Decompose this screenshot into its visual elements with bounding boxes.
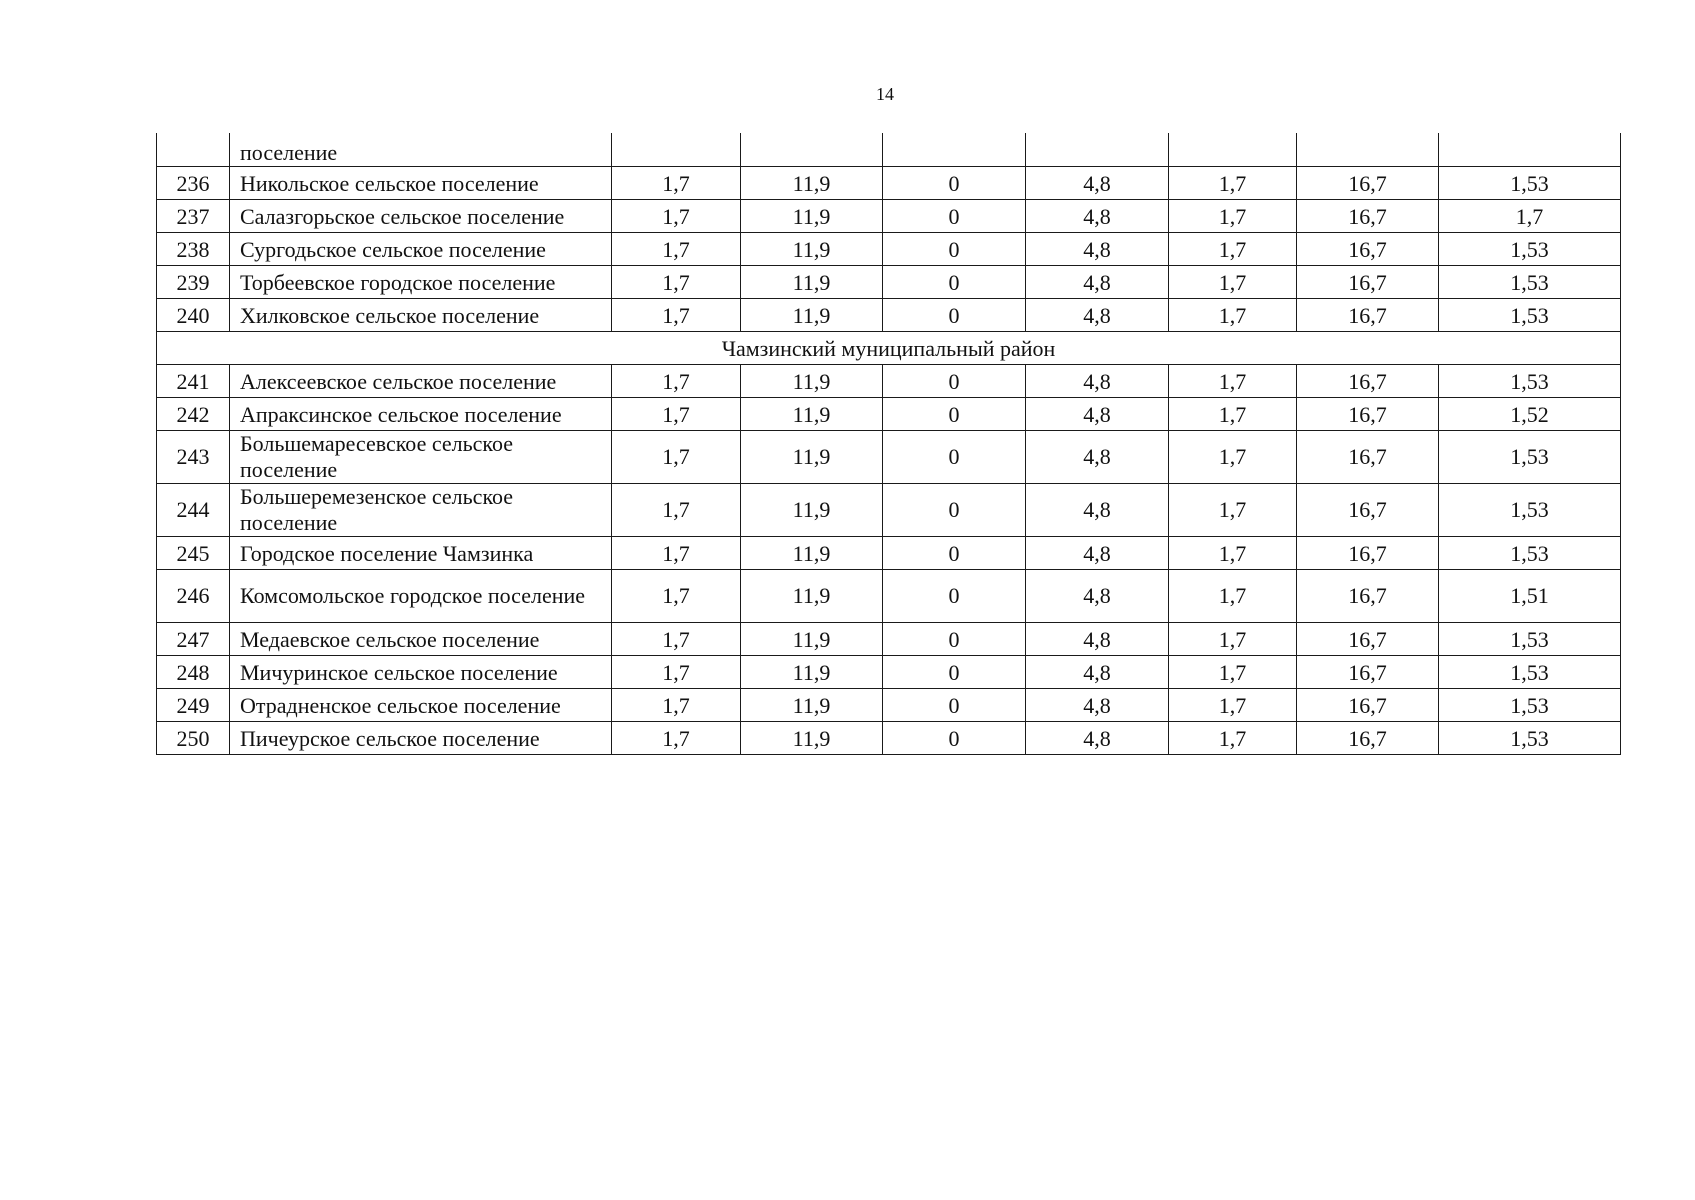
cell-num: 241 (157, 365, 230, 398)
cell-value: 16,7 (1297, 200, 1439, 233)
cell-value: 0 (883, 689, 1026, 722)
cell-value: 1,7 (1169, 656, 1297, 689)
cell-value: 0 (883, 722, 1026, 755)
cell-num: 237 (157, 200, 230, 233)
cell-value: 4,8 (1026, 431, 1169, 484)
cell-value: 0 (883, 656, 1026, 689)
cell-value: 0 (883, 266, 1026, 299)
cell-value: 1,52 (1439, 398, 1621, 431)
table-body (157, 133, 1621, 755)
cell-num: 245 (157, 537, 230, 570)
cell-name: Никольское сельское поселение (230, 167, 612, 200)
cell-value: 1,7 (612, 365, 741, 398)
cell-value: 1,53 (1439, 484, 1621, 537)
cell-value: 1,7 (612, 431, 741, 484)
cell-num (157, 133, 230, 167)
cell-value: 1,7 (612, 537, 741, 570)
table-row (157, 233, 1621, 266)
cell-value: 11,9 (741, 431, 883, 484)
cell-value: 4,8 (1026, 167, 1169, 200)
cell-value: 0 (883, 623, 1026, 656)
cell-value: 1,53 (1439, 167, 1621, 200)
table-row (157, 398, 1621, 431)
cell-value: 1,7 (1169, 200, 1297, 233)
cell-name: Большемаресевское сельское поселение (230, 431, 612, 484)
table-row (157, 623, 1621, 656)
cell-value: 16,7 (1297, 484, 1439, 537)
cell-value: 11,9 (741, 233, 883, 266)
cell-value: 1,53 (1439, 689, 1621, 722)
cell-num: 242 (157, 398, 230, 431)
cell-value: 16,7 (1297, 537, 1439, 570)
cell-value: 1,7 (612, 167, 741, 200)
cell-num: 243 (157, 431, 230, 484)
cell-value: 4,8 (1026, 623, 1169, 656)
cell-value: 16,7 (1297, 299, 1439, 332)
cell-value: 1,7 (612, 266, 741, 299)
cell-name: Большеремезенское сельское поселение (230, 484, 612, 537)
cell-name: Комсомольское городское поселение (230, 570, 612, 623)
cell-name: Сургодьское сельское поселение (230, 233, 612, 266)
cell-value (741, 133, 883, 167)
cell-value: 0 (883, 299, 1026, 332)
cell-value: 4,8 (1026, 656, 1169, 689)
cell-value: 1,7 (612, 689, 741, 722)
cell-value: 16,7 (1297, 398, 1439, 431)
cell-num: 236 (157, 167, 230, 200)
cell-name: Салазгорьское сельское поселение (230, 200, 612, 233)
page-number: 14 (876, 84, 894, 104)
cell-value: 1,7 (1169, 233, 1297, 266)
cell-name: Алексеевское сельское поселение (230, 365, 612, 398)
cell-value: 11,9 (741, 623, 883, 656)
cell-value: 1,53 (1439, 656, 1621, 689)
cell-name: Торбеевское городское поселение (230, 266, 612, 299)
cell-value (1026, 133, 1169, 167)
table-row (157, 431, 1621, 484)
cell-value: 1,7 (612, 623, 741, 656)
cell-value: 0 (883, 200, 1026, 233)
settlement-table (156, 133, 1621, 755)
cell-value: 11,9 (741, 200, 883, 233)
table-row (157, 200, 1621, 233)
table-row-continuation (157, 133, 1621, 167)
table-row (157, 167, 1621, 200)
cell-value: 0 (883, 431, 1026, 484)
cell-value: 1,7 (1169, 365, 1297, 398)
cell-value: 1,7 (1169, 431, 1297, 484)
cell-value: 1,53 (1439, 537, 1621, 570)
cell-value: 1,53 (1439, 623, 1621, 656)
cell-value: 16,7 (1297, 167, 1439, 200)
cell-value: 1,7 (1439, 200, 1621, 233)
table-row (157, 365, 1621, 398)
cell-value: 4,8 (1026, 484, 1169, 537)
cell-value (1169, 133, 1297, 167)
cell-value: 4,8 (1026, 537, 1169, 570)
cell-value: 1,7 (1169, 398, 1297, 431)
cell-value: 4,8 (1026, 266, 1169, 299)
table-row (157, 266, 1621, 299)
cell-value: 0 (883, 365, 1026, 398)
cell-value: 11,9 (741, 722, 883, 755)
cell-value: 4,8 (1026, 570, 1169, 623)
section-row (157, 332, 1621, 365)
table-row (157, 299, 1621, 332)
cell-value: 1,53 (1439, 431, 1621, 484)
cell-name: Пичеурское сельское поселение (230, 722, 612, 755)
cell-value: 1,7 (612, 233, 741, 266)
cell-value: 1,7 (612, 299, 741, 332)
cell-value: 4,8 (1026, 200, 1169, 233)
cell-value: 1,7 (1169, 484, 1297, 537)
cell-value: 16,7 (1297, 570, 1439, 623)
cell-name: Городское поселение Чамзинка (230, 537, 612, 570)
cell-name: Хилковское сельское поселение (230, 299, 612, 332)
cell-name: Медаевское сельское поселение (230, 623, 612, 656)
table-row (157, 484, 1621, 537)
cell-num: 238 (157, 233, 230, 266)
cell-value: 11,9 (741, 537, 883, 570)
cell-value: 1,7 (1169, 299, 1297, 332)
cell-value: 1,7 (1169, 722, 1297, 755)
cell-value: 11,9 (741, 266, 883, 299)
cell-value: 11,9 (741, 656, 883, 689)
cell-value: 11,9 (741, 365, 883, 398)
cell-value: 0 (883, 167, 1026, 200)
cell-value: 16,7 (1297, 623, 1439, 656)
cell-value: 11,9 (741, 167, 883, 200)
cell-value: 16,7 (1297, 656, 1439, 689)
table-row (157, 537, 1621, 570)
cell-num: 249 (157, 689, 230, 722)
cell-value: 0 (883, 570, 1026, 623)
cell-name: Апраксинское сельское поселение (230, 398, 612, 431)
cell-value (1297, 133, 1439, 167)
cell-value: 16,7 (1297, 722, 1439, 755)
cell-value: 11,9 (741, 398, 883, 431)
cell-value: 4,8 (1026, 365, 1169, 398)
cell-value: 1,7 (612, 722, 741, 755)
cell-value: 1,7 (612, 200, 741, 233)
cell-value: 4,8 (1026, 299, 1169, 332)
cell-value: 1,53 (1439, 266, 1621, 299)
cell-value: 1,53 (1439, 722, 1621, 755)
table-row (157, 689, 1621, 722)
cell-value: 1,53 (1439, 365, 1621, 398)
cell-value: 16,7 (1297, 266, 1439, 299)
cell-value: 1,7 (1169, 167, 1297, 200)
cell-num: 246 (157, 570, 230, 623)
cell-value: 1,7 (612, 570, 741, 623)
cell-value: 1,7 (612, 398, 741, 431)
cell-num: 248 (157, 656, 230, 689)
cell-value: 16,7 (1297, 689, 1439, 722)
cell-value: 11,9 (741, 299, 883, 332)
cell-value: 16,7 (1297, 233, 1439, 266)
cell-value: 16,7 (1297, 365, 1439, 398)
cell-value: 1,7 (1169, 570, 1297, 623)
cell-value: 1,53 (1439, 299, 1621, 332)
cell-value (1439, 133, 1621, 167)
cell-value: 1,53 (1439, 233, 1621, 266)
cell-num: 240 (157, 299, 230, 332)
cell-value: 4,8 (1026, 233, 1169, 266)
section-title: Чамзинский муниципальный район (157, 332, 1621, 365)
cell-value: 1,7 (612, 656, 741, 689)
table-row (157, 570, 1621, 623)
cell-value: 1,51 (1439, 570, 1621, 623)
table-row (157, 722, 1621, 755)
cell-value: 11,9 (741, 570, 883, 623)
cell-num: 239 (157, 266, 230, 299)
table-row (157, 656, 1621, 689)
cell-value: 1,7 (1169, 266, 1297, 299)
cell-value: 4,8 (1026, 722, 1169, 755)
cell-value: 1,7 (1169, 689, 1297, 722)
cell-value: 0 (883, 398, 1026, 431)
cell-value: 11,9 (741, 484, 883, 537)
cell-value (883, 133, 1026, 167)
cell-value: 0 (883, 537, 1026, 570)
cell-name: Отрадненское сельское поселение (230, 689, 612, 722)
cell-value: 16,7 (1297, 431, 1439, 484)
cell-num: 250 (157, 722, 230, 755)
cell-name: Мичуринское сельское поселение (230, 656, 612, 689)
cell-value: 1,7 (612, 484, 741, 537)
cell-num: 244 (157, 484, 230, 537)
cell-value: 1,7 (1169, 623, 1297, 656)
cell-value: 4,8 (1026, 689, 1169, 722)
cell-name: поселение (230, 133, 612, 167)
cell-value: 1,7 (1169, 537, 1297, 570)
cell-value: 0 (883, 233, 1026, 266)
cell-value: 11,9 (741, 689, 883, 722)
cell-value: 4,8 (1026, 398, 1169, 431)
cell-num: 247 (157, 623, 230, 656)
cell-value: 0 (883, 484, 1026, 537)
cell-value (612, 133, 741, 167)
